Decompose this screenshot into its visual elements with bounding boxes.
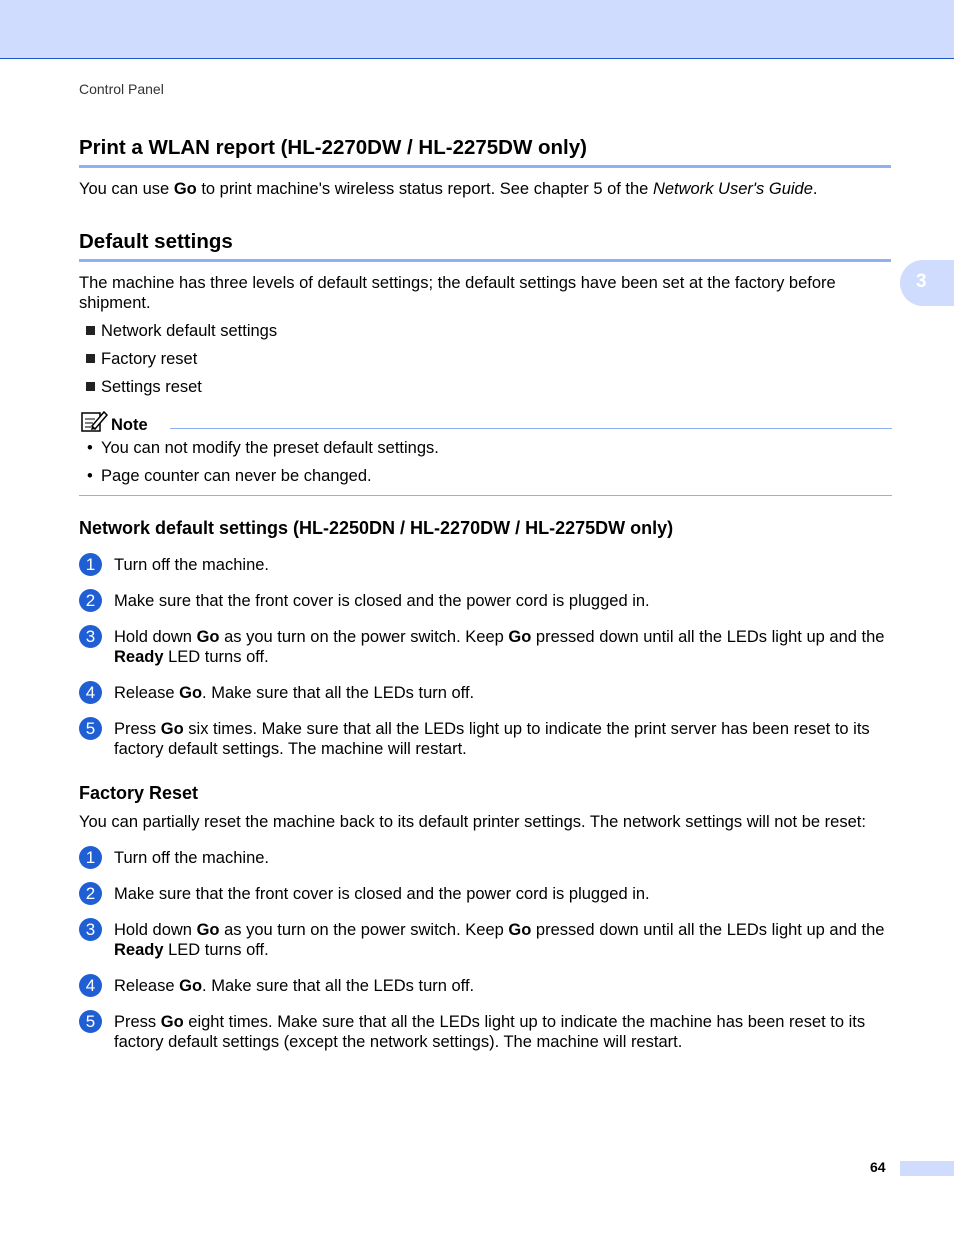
step-number-icon: 4 [79, 974, 102, 997]
square-bullet-icon [86, 326, 95, 335]
step-number-icon: 2 [79, 589, 102, 612]
factory-step-5 [79, 1010, 894, 1050]
footer-band [900, 1161, 954, 1176]
step-text: Make sure that the front cover is closed and the power cord is plugged in. [114, 885, 650, 903]
default-settings-heading: Default settings [79, 230, 891, 262]
header-band [0, 0, 954, 59]
factory-step-2 [79, 882, 894, 922]
step-text: Press Go six times. Make sure that all the LEDs light up to indicate the print server has been reset to its factory default settings. The machine will restart. [114, 720, 870, 758]
step-text: Make sure that the front cover is closed and the power cord is plugged in. [114, 592, 650, 610]
note-label: Note [111, 416, 148, 434]
step-number-icon: 3 [79, 625, 102, 648]
step-number-icon: 3 [79, 918, 102, 941]
default-settings-paragraph: The machine has three levels of default settings; the default settings have been set at the factory before shipment. [79, 274, 836, 312]
step-text: Turn off the machine. [114, 849, 270, 867]
factory-step-4 [79, 974, 894, 1014]
chapter-tab [900, 260, 954, 306]
chapter-number: 3 [916, 271, 927, 292]
step-text: Release Go. Make sure that all the LEDs turn off. [114, 684, 475, 702]
step-text: Press Go eight times. Make sure that all the LEDs light up to indicate the machine has been reset to its factory default settings (except the network settings). The machine will restart. [114, 1013, 866, 1051]
network-step-3 [79, 625, 894, 665]
note-header [80, 409, 892, 433]
wlan-text-end: . [812, 180, 818, 198]
note-item: • Page counter can never be changed. [87, 467, 372, 485]
wlan-heading: Print a WLAN report (HL-2270DW / HL-2275DW only) [79, 136, 891, 168]
list-item: Factory reset [86, 349, 197, 369]
network-defaults-heading: Network default settings (HL-2250DN / HL-2270DW / HL-2275DW only) [79, 518, 674, 538]
factory-step-3 [79, 918, 894, 958]
note-item: • You can not modify the preset default settings. [87, 439, 439, 457]
go-button-ref: Go [173, 180, 197, 198]
network-step-1 [79, 553, 894, 593]
note-pencil-icon [80, 409, 108, 433]
step-number-icon: 5 [79, 717, 102, 740]
step-number-icon: 1 [79, 553, 102, 576]
network-step-2 [79, 589, 894, 629]
network-step-5 [79, 717, 894, 757]
square-bullet-icon [86, 354, 95, 363]
wlan-paragraph [79, 179, 894, 199]
wlan-text-start: You can use [79, 180, 174, 198]
list-item: Network default settings [86, 321, 277, 341]
factory-reset-paragraph: You can partially reset the machine back to its default printer settings. The network settings will not be reset: [79, 813, 866, 831]
step-number-icon: 4 [79, 681, 102, 704]
network-step-4 [79, 681, 894, 721]
step-text: Hold down Go as you turn on the power switch. Keep Go pressed down until all the LEDs light up and the Ready LED turns off. [114, 921, 885, 959]
guide-ref: Network User's Guide [652, 180, 813, 198]
wlan-text-mid: to print machine's wireless status report. See chapter 5 of the [196, 180, 653, 198]
step-text: Turn off the machine. [114, 556, 270, 574]
step-text: Hold down Go as you turn on the power switch. Keep Go pressed down until all the LEDs light up and the Ready LED turns off. [114, 628, 885, 666]
factory-step-1 [79, 846, 894, 886]
square-bullet-icon [86, 382, 95, 391]
step-number-icon: 2 [79, 882, 102, 905]
step-number-icon: 1 [79, 846, 102, 869]
running-head: Control Panel [79, 81, 164, 97]
note-end-divider [79, 495, 892, 496]
page-number: 64 [870, 1159, 886, 1175]
step-text: Release Go. Make sure that all the LEDs turn off. [114, 977, 475, 995]
step-number-icon: 5 [79, 1010, 102, 1033]
note-divider [170, 428, 892, 429]
list-item: Settings reset [86, 377, 202, 397]
factory-reset-heading: Factory Reset [79, 783, 199, 803]
